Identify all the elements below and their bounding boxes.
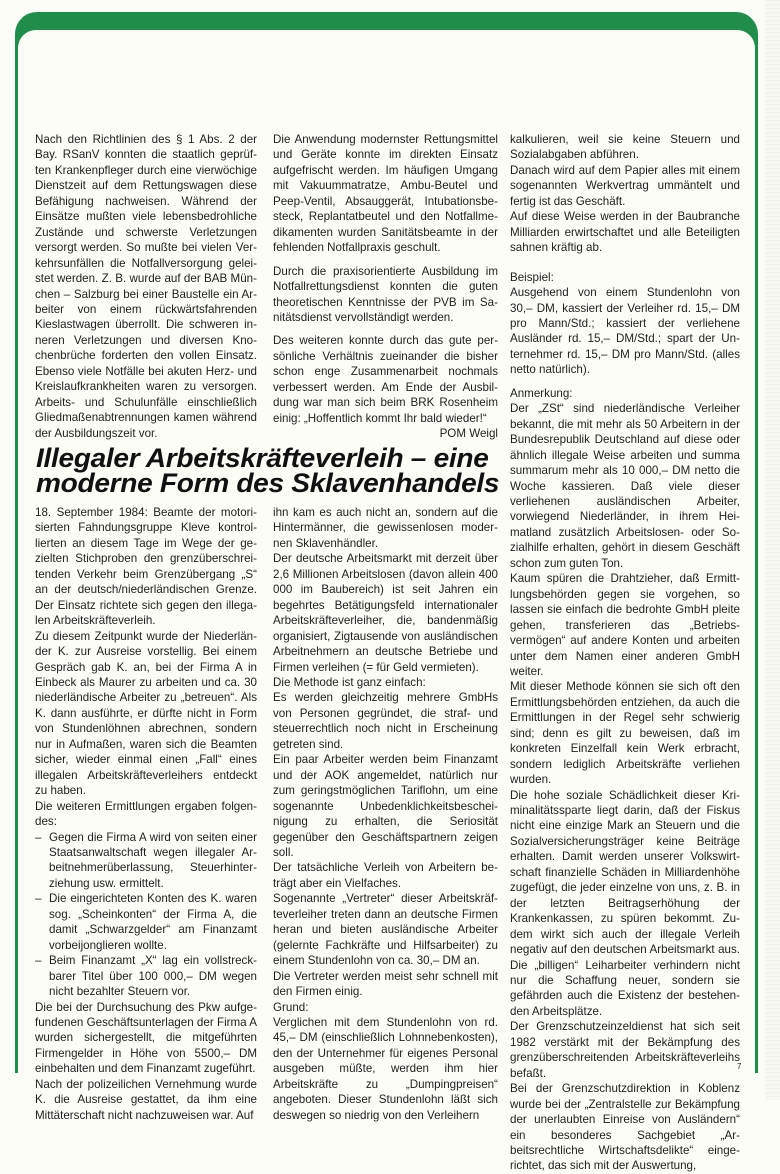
example-text: Ausgehend von einem Stundenlohn von 30,– DM, kassiert der Verleiher rd. 15,– DM pro Mann/Std.; kassiert der verliehene Ausländer rd. 15,– DM/Std.; spart der Unternehmer rd. 15,– DM pro Mann/Std. (alles netto natürlich). [510, 286, 740, 377]
article-paragraph: kalkulieren, weil sie keine Steuern und Sozialabgaben abführen. [510, 133, 740, 162]
list-item-text: Gegen die Firma A wird von seiten einer Staatsanwaltschaft wegen illegaler Arbeitnehmerüberlassung, Steuerhinterziehung usw. ermittelt. [49, 830, 257, 890]
article-paragraph: Danach wird auf dem Papier alles mit einem sogenannten Werkvertrag ummäntelt und fertig ist das Geschäft. [510, 163, 740, 208]
article-headline [36, 443, 525, 498]
prev-article-column-2 [273, 132, 498, 442]
prev-article-column-1 [35, 132, 257, 441]
article-paragraph: Sogenannte „Vertreter“ dieser Arbeitskräfteverleiher treten dann an deutsche Firmen heran und bieten ausländische Arbeiter (gelernte Fachkräfte und Hilfsarbeiter) zu einem Stundenlohn von ca. 30,– DM an. [273, 892, 498, 968]
example-label: Beispiel: [510, 270, 554, 284]
article-paragraph: Die hohe soziale Schädlichkeit dieser Kriminalitätssparte liegt darin, daß der Fiskus nicht eine einzige Mark an Steuern und die Sozialversicherungsträger keine Beiträge erhalten. Damit werden unserer Volkswirtschaft finanzielle Schäden in Milliardenhöhe zugefügt, die jeder einzelne von uns, z. B. in der letzten Beitragserhöhung der Krankenkassen, zu spüren bekommt. Zudem wirkt sich auch der illegale Verleih negativ auf den deutschen Arbeitsmarkt aus. Die „billigen“ Leiharbeiter verhindern nicht nur die Schaffung neuer, sondern sie gefährden auch die Existenz der bestehenden Arbeitsplätze. [510, 788, 740, 1018]
dash-bullet: – [35, 954, 42, 968]
findings-list-item [35, 891, 257, 953]
prev-article-paragraph: Nach den Richtlinien des § 1 Abs. 2 der Bay. RSanV konnten die staatlich geprüften Krankenpfleger durch eine vierwöchige Dienstzeit auf dem Rettungswagen diese Befähigung nachweisen. Während der Einsätze mußten viele lebensbedrohliche Zustände und schwerste Verletzungen versorgt werden. So mußte bei vielen Verkehrsunfällen die Notfallversorgung geleistet werden. Z. B. wurde auf der BAB München – Salzburg bei einer Baustelle ein Arbeiter von einem rückwärtsfahrenden Kieslastwagen überrollt. Die schweren inneren Verletzungen und diversen Knochenbrüche forderten den vollen Einsatz. Ebenso viele Notfälle bei akuten Herz- und Kreislaufkrankheiten waren zu versorgen. Arbeits- und Schulunfälle einschließlich Gliedmaßenabtrennungen kamen während der Ausbildungszeit vor. [35, 133, 257, 440]
article-column-2 [273, 505, 498, 1123]
article-column-1 [35, 505, 257, 1123]
page-edge-scan-noise [765, 0, 780, 1100]
article-paragraph: Kaum spüren die Drahtzieher, daß Ermittlungsbehörden gegen sie vorgehen, so lassen sie einfach die bedrohte GmbH pleite gehen, transferieren das „Betriebsvermögen“ auf andere Konten und arbeiten unter dem Namen einer anderen GmbH weiter. [510, 572, 740, 678]
article-paragraph: Die weiteren Ermittlungen ergaben folgendes: [35, 799, 257, 829]
green-frame-left-rule [15, 40, 18, 1073]
article-paragraph: Verglichen mit dem Stundenlohn von rd. 45,– DM (einschließlich Lohnnebenkosten), den der Unternehmer für eigenes Personal ausgeben müßte, werden ihm hier Arbeitskräfte zu „Dumpingpreisen“ angeboten. Dieser Stundenlohn läßt sich deswegen so niedrig von den Verleihern [273, 1015, 498, 1122]
article-paragraph: Der tatsächliche Verleih von Arbeitern beträgt aber ein Vielfaches. [273, 861, 498, 890]
article-paragraph: Nach der polizeilichen Vernehmung wurde K. die Ausreise gestattet, da ihm eine Mittäterschaft nicht nachzuweisen war. Auf [35, 1077, 257, 1122]
article-paragraph: Die bei der Durchsuchung des Pkw aufgefundenen Geschäftsunterlagen der Firma A wurden sichergestellt, die mitgeführten Firmengelder in Höhe von 5500,– DM einbehalten und dem Finanzamt zugeführt. [35, 1000, 257, 1076]
prev-article-paragraph: Die Anwendung modernster Rettungsmittel und Geräte konnte im direkten Einsatz aufgefrischt werden. Im häufigen Umgang mit Vakuummatratze, Ambu-Beutel und Peep-Ventil, Absauggerät, Intubationsbesteck, Replantatbeutel und den Notfallmedikamenten wurden Sanitätsbeamte in der fehlenden Notfallpraxis geschult. [273, 133, 498, 255]
prev-article-paragraph: Durch die praxisorientierte Ausbildung im Notfallrettungsdienst konnten die guten theoretischen Kenntnisse der PVB im Sanitätsdienst vervollständigt werden. [273, 264, 498, 324]
list-item-text: Beim Finanzamt „X“ lag ein vollstreckbarer Titel über 100 000,– DM wegen nicht bezahlter Steuern vor. [49, 954, 257, 999]
article-paragraph: Zu diesem Zeitpunkt wurde der Niederländer K. zur Ausreise vorstellig. Bei einem Gespräch gab K. an, bei der Firma A in Einbeck als Maurer zu arbeiten und ca. 30 niederländische Arbeiter zu „betreuen“. Als K. dann ausführte, er dürfte nicht in Form von Stundenlöhnen abrechnen, sondern nur in Aufmaßen, waren sich die Beamten sicher, wieder einmal einen „Fall“ eines illegalen Arbeitskräfteverleihers entdeckt zu haben. [35, 629, 257, 798]
article-column-3 [510, 132, 740, 1174]
page-number: 7 [737, 1062, 742, 1071]
prev-article-paragraph: Des weiteren konnte durch das gute persönliche Verhältnis zueinander die bisher schon enge Zusammenarbeit nochmals verbessert werden. Am Ende der Ausbildung war man sich beim BRK Rosenheim einig: „Hoffentlich kommt Ihr bald wieder!“ [273, 334, 498, 425]
article-paragraph: Grund: [273, 1000, 309, 1014]
article-paragraph: Die Vertreter werden meist sehr schnell mit den Firmen einig. [273, 969, 498, 999]
findings-list-item [35, 953, 257, 999]
article-paragraph: Der deutsche Arbeitsmarkt mit derzeit über 2,6 Millionen Arbeitslosen (davon allein 400 000 im Baubereich) ist seit Jahren ein begehrtes Betätigungsfeld internationaler Arbeitskräfteverleiher, die, bandenmäßig organisiert, Zigtausende von ausländischen Arbeitnehmern an deutsche Betriebe und Firmen verleihen (= für Geld vermieten). [273, 552, 498, 674]
note-label: Anmerkung: [510, 386, 573, 400]
headline-line-2: moderne Form des Sklavenhandels [36, 468, 500, 498]
green-frame-right-rule [755, 40, 758, 1073]
article-paragraph: 18. September 1984: Beamte der motorisierten Fahndungsgruppe Kleve kontrollierten an diesem Tage im Wege der gezielten Stichproben den grenzüberschreitenden Verkehr beim Grenzübergang „S“ an der deutsch/niederländischen Grenze. Der Einsatz richtete sich gegen den illegalen Arbeitskräfteverleih. [35, 506, 257, 628]
article-paragraph: Bei der Grenzschutzdirektion in Koblenz wurde bei der „Zentralstelle zur Bekämpfung der unerlaubten Einreise von Ausländern“ ein besonderes Sachgebiet „Arbeitsrechtliche Wirtschaftsdelikte“ eingerichtet, das sich mit der Auswertung, [510, 1082, 740, 1173]
article-paragraph: Es werden gleichzeitig mehrere GmbHs von Personen gegründet, die straf- und steuerrechtlich noch nicht in Erscheinung getreten sind. [273, 691, 498, 751]
author-signature: POM Weigl [439, 427, 498, 441]
findings-list-item [35, 830, 257, 892]
article-paragraph: Der Grenzschutzeinzeldienst hat sich seit 1982 verstärkt mit der Bekämpfung des grenzüberschreitenden Arbeitskräfteverleihs befaßt. [510, 1020, 740, 1080]
article-paragraph: Ein paar Arbeiter werden beim Finanzamt und der AOK angemeldet, natürlich nur zum geringstmöglichen Tariflohn, um eine sogenannte Unbedenklichkeitsbescheinigung zu erhalten, die Seriosität gegenüber den Geschäftspartnern zeigen soll. [273, 753, 498, 859]
article-paragraph: Die Methode ist ganz einfach: [273, 675, 426, 689]
frame-inner-cutout [18, 30, 755, 90]
article-paragraph: ihn kam es auch nicht an, sondern auf die Hintermänner, die gewissenlosen modernen Sklavenhändler. [273, 506, 498, 550]
dash-bullet: – [35, 892, 42, 906]
dash-bullet: – [35, 830, 42, 844]
article-paragraph: Auf diese Weise werden in der Baubranche Milliarden erwirtschaftet und alle Beteiligten sahnen kräftig ab. [510, 210, 740, 255]
note-text: Der „ZSt“ sind niederländische Verleiher bekannt, die mit mehr als 50 Arbeitern in der Bundesrepublik Deutschland auf diese oder ähnlich illegale Weise arbeiten und summa summarum mehr als 10 000,– DM netto die Woche kassieren. Daß viele dieser verliehenen ausländischen Arbeiter, vorwiegend Niederländer, in ihrem Heimatland zusätzlich Arbeitslosen- oder Sozialhilfe erhalten, gehört in diesem Geschäft schon zum guten Ton. [510, 402, 740, 570]
list-item-text: Die eingerichteten Konten des K. waren sog. „Scheinkonten“ der Firma A, die damit „Schwarzgelder“ am Finanzamt vorbeijonglieren wollte. [49, 892, 257, 952]
headline-line-1: Illegaler Arbeitskräfteverleih – eine [36, 443, 489, 473]
article-paragraph: Mit dieser Methode können sie sich oft den Ermittlungsbehörden entziehen, da auch die Ermittlungen in der Regel sehr schwierig sind; denn es gilt zu beweisen, daß im konkreten Einzelfall kein Werk erbracht, sondern lediglich Arbeitskräfte verliehen wurden. [510, 680, 740, 787]
